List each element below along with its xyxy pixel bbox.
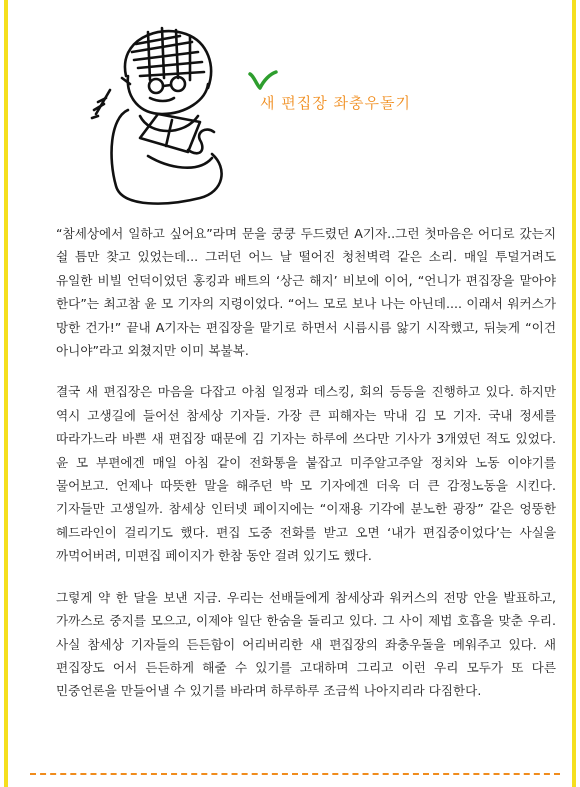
- dashed-divider: [30, 773, 560, 775]
- cartoon-editor-illustration: [88, 18, 248, 218]
- check-icon: [248, 70, 278, 92]
- header: [88, 18, 568, 218]
- article-body: [56, 222, 556, 721]
- page-frame: [4, 0, 576, 787]
- page-title: 새 편집장 좌충우돌기: [260, 94, 411, 112]
- paragraph: “참세상에서 일하고 싶어요”라며 문을 쿵쿵 두드렸던 A기자..그런 첫마음은 어디로 갔는지 쉴 틈만 찾고 있었는데... 그러던 어느 날 떨어진 청천벽력 같은 소리. 매일 투덜거려도 유일한 비빌 언덕이었던 홍킹과 배트의 ‘상근 해지’ 비보에 이어, “언니가 편집장을 맡아야 한다”는 최고참 윤 모 기자의 지령이었다. “어느 모로 보나 나는 아닌데.... 이래서 워커스가 망한 건가!” 끝내 A기자는 편집장을 맡기로 하면서 시름시름 앓기 시작했고, 뒤늦게 “이건 아니야”라고 외쳤지만 이미 복불복.: [56, 226, 556, 359]
- paragraph: 결국 새 편집장은 마음을 다잡고 아침 일정과 데스킹, 회의 등등을 진행하고 있다. 하지만 역시 고생길에 들어선 참세상 기자들. 가장 큰 피해자는 막내 김 모 기자. 국내 정세를 따라가느라 바쁜 새 편집장 때문에 김 기자는 하루에 쓰다만 기사가 3개였던 적도 있었다. 윤 모 부편에겐 매일 아침 같이 전화통을 붙잡고 미주알고주알 정치와 노동 이야기를 물어보고. 언제나 따뜻한 말을 해주던 박 모 기자에겐 더욱 더 큰 감정노동을 시킨다. 기자들만 고생일까. 참세상 인터넷 페이지에는 “이재용 기각에 분노한 광장” 같은 엉뚱한 헤드라인이 걸리기도 했다. 편집 도중 전화를 받고 오면 ‘내가 편집중이었다’는 사실을 까먹어버려, 미편집 페이지가 한참 동안 걸려 있기도 했다.: [56, 384, 556, 564]
- paragraph: 그렇게 약 한 달을 보낸 지금. 우리는 선배들에게 참세상과 워커스의 전망 안을 발표하고, 가까스로 중지를 모으고, 이제야 일단 한숨을 돌리고 있다. 그 사이 제법 호흡을 맞춘 우리. 사실 참세상 기자들의 든든함이 어리버리한 새 편집장의 좌충우돌을 메워주고 있다. 새 편집장도 어서 든든하게 해줄 수 있기를 고대하며 그리고 이런 우리 모두가 또 다른 민중언론을 만들어낼 수 있기를 바라며 하루하루 조금씩 나아지리라 다짐한다.: [56, 589, 556, 699]
